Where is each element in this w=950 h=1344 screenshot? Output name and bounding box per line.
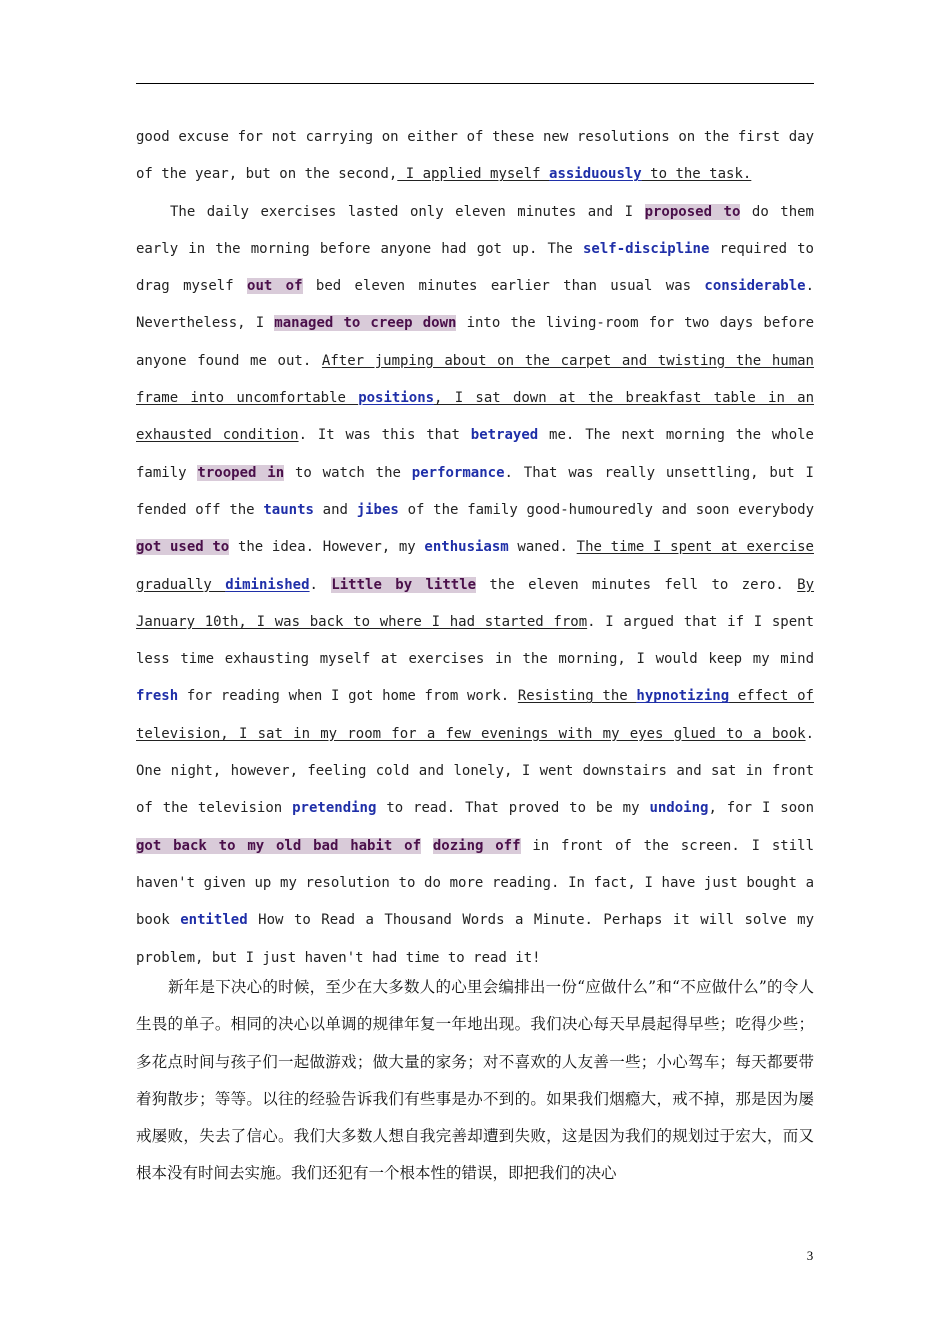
text-span: to watch the bbox=[284, 464, 412, 481]
text-span: do them early in the morning before anyone had got up. The bbox=[136, 203, 814, 257]
chinese-translation: 新年是下决心的时候，至少在大多数人的心里会编排出一份“应做什么”和“不应做什么”的令人生畏的单子。相同的决心以单调的规律年复一年地出现。我们决心每天早晨起得早些；吃得少些；多花点时间与孩子们一起做游戏；做大量的家务；对不喜欢的人友善一些；小心驾车；每天都要带着狗散步；等等。以往的经验告诉我们有些事是办不到的。如果我们烟瘾大，戒不掉，那是因为屡戒屡败，失去了信心。我们大多数人想自我完善却遭到失败，这是因为我们的规划过于宏大，而又根本没有时间去实施。我们还犯有一个根本性的错误，即把我们的决心 bbox=[136, 978, 814, 1183]
highlighted-phrase: proposed to bbox=[644, 203, 741, 220]
text-span: in front of the screen. I still haven't given up my resolution to do more reading. In fact, I have just bought a book bbox=[136, 837, 814, 929]
text-span: . One night, however, feeling cold and lonely, I went downstairs and sat in front of the television bbox=[136, 725, 814, 817]
text-span: me. The next morning the whole family bbox=[136, 427, 814, 481]
highlighted-phrase: trooped in bbox=[197, 464, 285, 481]
header-rule bbox=[136, 83, 814, 84]
underlined-sentence: By January 10th, I was back to where I had started from bbox=[136, 576, 815, 630]
text-span: Resisting the bbox=[517, 688, 637, 705]
text-span: . Nevertheless, I bbox=[136, 278, 815, 332]
keyword: self-discipline bbox=[582, 240, 710, 257]
keyword: betrayed bbox=[470, 427, 539, 444]
text-span: The daily exercises lasted only eleven minutes and I bbox=[170, 203, 645, 220]
highlighted-phrase: got back to my old bad habit of bbox=[136, 837, 422, 854]
highlighted-phrase: dozing off bbox=[432, 837, 521, 854]
text-span: I applied myself bbox=[397, 166, 550, 183]
text-span: of the family good-humouredly and soon everybody bbox=[398, 501, 814, 518]
underlined-sentence bbox=[397, 166, 751, 182]
highlighted-phrase: out of bbox=[247, 278, 303, 295]
keyword: taunts bbox=[263, 501, 314, 518]
keyword: jibes bbox=[356, 501, 399, 518]
page-number: 3 bbox=[806, 1248, 814, 1263]
text-span: and bbox=[313, 501, 357, 518]
text-span: required to drag myself bbox=[136, 240, 814, 295]
text-span: for reading when I got home from work. bbox=[178, 688, 518, 705]
highlighted-phrase: managed to creep down bbox=[274, 315, 457, 332]
english-passage bbox=[136, 119, 814, 977]
text-span: bed eleven minutes earlier than usual was bbox=[302, 278, 705, 295]
paragraph-2 bbox=[136, 194, 814, 977]
keyword: enthusiasm bbox=[424, 539, 509, 556]
keyword: undoing bbox=[649, 800, 709, 817]
text-span bbox=[421, 838, 433, 854]
text-span: good excuse for not carrying on either of these new resolutions on the first day of the year, but on the second, bbox=[136, 129, 814, 183]
keyword: pretending bbox=[292, 800, 377, 817]
text-span: . I argued that if I spent less time exhausting myself at exercises in the morning, I would keep my mind bbox=[136, 613, 814, 668]
text-span: . That was really unsettling, but I fended off the bbox=[136, 464, 814, 518]
text-span: . bbox=[309, 576, 332, 593]
text-span: , for I soon bbox=[708, 800, 814, 817]
text-span: How to Read a Thousand Words a Minute. Perhaps it will solve my problem, but I just haven't had time to read it! bbox=[136, 912, 814, 966]
highlighted-phrase: got used to bbox=[136, 539, 230, 556]
keyword: hypnotizing bbox=[636, 688, 730, 705]
keyword: performance bbox=[411, 464, 505, 481]
keyword: fresh bbox=[136, 688, 179, 705]
text-span: The time I spent at exercise gradually bbox=[136, 539, 814, 593]
text-span: effect of television, I sat in my room for a few evenings with my eyes glued to a book bbox=[136, 688, 814, 742]
text-span: the idea. However, my bbox=[229, 539, 425, 556]
text-span: . It was this that bbox=[298, 427, 471, 444]
text-span: waned. bbox=[508, 539, 577, 556]
text-span: the eleven minutes fell to zero. bbox=[476, 576, 798, 593]
text-span: to read. That proved to be my bbox=[376, 800, 650, 817]
keyword: positions bbox=[358, 390, 435, 407]
keyword: diminished bbox=[225, 576, 310, 593]
text-span: After jumping about on the carpet and twisting the human frame into uncomfortable bbox=[136, 352, 814, 407]
text-span: , I sat down at the breakfast table in an exhausted condition bbox=[136, 390, 815, 444]
keyword: assiduously bbox=[549, 166, 642, 183]
paragraph-1 bbox=[136, 119, 814, 194]
keyword: considerable bbox=[704, 278, 806, 295]
text-span: into the living-room for two days before anyone found me out. bbox=[136, 315, 815, 369]
text-span: to the task. bbox=[641, 166, 752, 183]
highlighted-phrase: Little by little bbox=[331, 576, 477, 593]
keyword: entitled bbox=[180, 912, 248, 929]
